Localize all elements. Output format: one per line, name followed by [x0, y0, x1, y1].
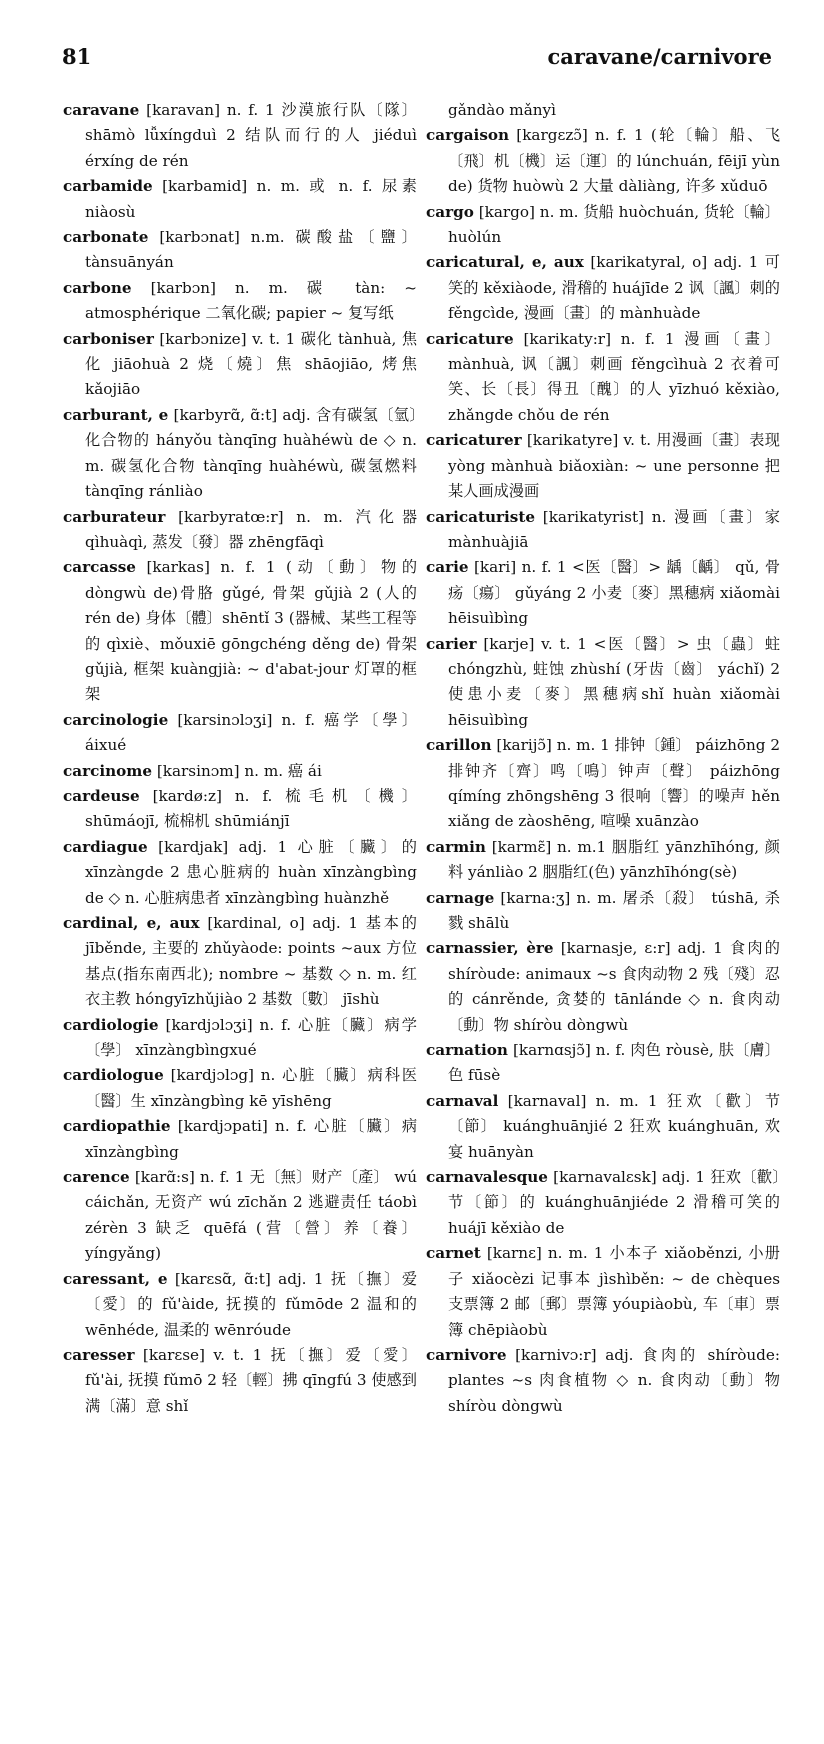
dictionary-entry: [63, 505, 417, 556]
dictionary-entry: [426, 505, 780, 556]
dictionary-entry: [426, 200, 780, 251]
definition: [karnɛ] n. m. 1 小本子 xiǎoběnzi, 小册子 xiǎocèzi 记事本 jìshìběn: ~ de chèques 支票簿 2 邮〔郵〕票簿 yóupiàobù, 车〔車〕票簿 chēpiàobù: [448, 1244, 780, 1339]
definition: [karbɔnat] n.m. 碳酸盐〔鹽〕 tànsuānyán: [85, 228, 417, 272]
definition: [karnaval] n. m. 1 狂欢〔歡〕节〔節〕 kuánghuānjié 2 狂欢 kuánghuān, 欢宴 huānyàn: [448, 1091, 781, 1161]
definition: [kardjɔpati] n. f. 心脏〔臟〕病 xīnzàngbìng: [85, 1117, 418, 1161]
headword: cargo: [426, 202, 474, 221]
headword: cargaison: [426, 126, 510, 145]
dictionary-entry: [426, 1165, 780, 1241]
definition: [karnɑsjɔ̃] n. f. 肉色 ròusè, 肤〔膚〕色 fūsè: [448, 1041, 780, 1085]
definition: [karnivɔ:r] adj. 食肉的 shíròude: plantes ~s 肉食植物 ◇ n. 食肉动〔動〕物 shíròu dòngwù: [448, 1345, 780, 1415]
dictionary-entry: [63, 98, 417, 174]
definition: [karnavalɛsk] adj. 1 狂欢〔歡〕节〔節〕的 kuánghuānjiéde 2 滑稽可笑的 huájī kěxiào de: [448, 1168, 781, 1237]
left-column: [63, 98, 417, 1419]
definition: [kargɛzɔ̃] n. f. 1 (轮〔輪〕船、飞〔飛〕机〔機〕运〔運〕的 lúnchuán, fēijī yùn de) 货物 huòwù 2 大量 dàliàng, 许多 xǔduō: [448, 126, 781, 196]
dictionary-entry: [426, 886, 780, 937]
definition: [kardjak] adj. 1 心脏〔臟〕的 xīnzàngde 2 患心脏病的 huàn xīnzàngbìng de ◇ n. 心脏病患者 xīnzàngbìng huànzhě: [85, 837, 417, 907]
dictionary-entry: [63, 708, 417, 759]
dictionary-entry: [63, 835, 417, 911]
definition: [karsinɔlɔʒi] n. f. 癌学〔學〕 áixué: [85, 710, 418, 755]
dictionary-entry: [63, 555, 417, 707]
dictionary-entry: [63, 403, 417, 505]
dictionary-entry: [63, 225, 417, 276]
dictionary-entry: [426, 632, 780, 734]
dictionary-entry: [426, 936, 780, 1038]
headword: carnation: [426, 1041, 508, 1060]
headword: carier: [426, 634, 477, 653]
dictionary-entry: [426, 428, 780, 504]
dictionary-entry: [426, 250, 780, 326]
headword: cardiague: [63, 837, 148, 856]
dictionary-entry: [426, 1241, 780, 1343]
definition: [karmɛ̃] n. m.1 胭脂红 yānzhīhóng, 颜料 yánliào 2 胭脂红(色) yānzhīhóng(sè): [448, 837, 780, 882]
headword: carbone: [63, 278, 132, 297]
dictionary-entry: [63, 784, 417, 835]
definition: [karbɔnize] v. t. 1 碳化 tànhuà, 焦化 jiāohuà 2 烧〔燒〕焦 shāojiāo, 烤焦 kǎojiāo: [85, 329, 418, 399]
dictionary-entry: [426, 327, 780, 429]
entry-continuation: gǎndào mǎnyì: [448, 101, 556, 119]
headword: carnaval: [426, 1091, 499, 1110]
headword: caricature: [426, 329, 514, 348]
definition: [kardinal, o] adj. 1 基本的 jīběnde, 主要的 zhǔyàode: points ~aux 方位基点(指东南西北); nombre ~ 基数 ◇ n. m. 红衣主教 hóngyīzhǔjiào 2 基数〔數〕 jīshù: [85, 914, 417, 1009]
dictionary-entry: [63, 911, 417, 1013]
definition: [karikaty:r] n. f. 1 漫画〔畫〕 mànhuà, 讽〔諷〕刺画 fěngcìhuà 2 衣着可笑、长〔長〕得丑〔醜〕的人 yīzhuó kěxiào, zhǎngde chǒu de rén: [448, 329, 780, 424]
headword: carcinologie: [63, 710, 169, 729]
dictionary-entry: [63, 1343, 417, 1419]
definition: [karikatyrist] n. 漫画〔畫〕家 mànhuàjiā: [448, 507, 780, 551]
running-head: caravane/carnivore: [547, 44, 772, 69]
dictionary-entry: [426, 733, 780, 835]
definition: [kardjɔlɔg] n. 心脏〔臟〕病科医〔醫〕生 xīnzàngbìng kē yīshēng: [85, 1066, 418, 1110]
dictionary-entry: [63, 174, 417, 225]
definition: [karijɔ̃] n. m. 1 排钟〔鍾〕 páizhōng 2 排钟齐〔齊〕鸣〔鳴〕钟声〔聲〕 páizhōng qímíng zhōngshēng 3 很响〔響〕的噪声 hěn xiǎng de zàoshēng, 喧噪 xuānzào: [448, 736, 781, 831]
page-number: 81: [62, 44, 92, 69]
dictionary-entry: [426, 1038, 780, 1089]
definition: [karsinɔm] n. m. 癌 ái: [156, 761, 322, 780]
definition: [karbyratœ:r] n. m. 汽化器 qìhuàqì, 蒸发〔發〕器 zhēngfāqì: [85, 507, 418, 551]
dictionary-entry: [63, 1013, 417, 1064]
headword: cardiopathie: [63, 1117, 171, 1136]
dictionary-entry: [426, 1343, 780, 1419]
dictionary-entry: [63, 1267, 417, 1343]
headword: caravane: [63, 101, 140, 119]
dictionary-entry: [426, 123, 780, 199]
definition: [karnasje, ɛ:r] adj. 1 食肉的 shíròude: animaux ~s 食肉动物 2 残〔殘〕忍的 cánrěnde, 贪婪的 tānlánde ◇ n. 食肉动〔動〕物 shíròu dòngwù: [448, 939, 780, 1034]
headword: carcasse: [63, 558, 136, 577]
definition: [karbamid] n. m. 或 n. f. 尿素 niàosù: [85, 177, 417, 221]
headword: carie: [426, 558, 469, 577]
headword: carboniser: [63, 329, 154, 348]
headword: caressant, e: [63, 1269, 168, 1288]
headword: cardinal, e, aux: [63, 914, 200, 932]
definition: [karbyrɑ̃, ɑ̃:t] adj. 含有碳氢〔氫〕化合物的 hányǒu tànqīng huàhéwù de ◇ n. m. 碳氢化合物 tànqīng huàhéwù, 碳氢燃料 tànqīng ránliào: [85, 405, 418, 501]
headword: caricatural, e, aux: [426, 253, 584, 272]
dictionary-entry: [426, 1089, 780, 1165]
definition: [karikatyre] v. t. 用漫画〔畫〕表现 yòng mànhuà biǎoxiàn: ~ une personne 把某人画成漫画: [448, 431, 780, 501]
headword: carburateur: [63, 507, 166, 526]
headword: carnassier, ère: [426, 939, 554, 958]
right-column: [426, 98, 780, 1419]
definition: [karɛsɑ̃, ɑ̃:t] adj. 1 抚〔撫〕爱〔愛〕的 fǔ'àide, 抚摸的 fǔmōde 2 温和的 wēnhéde, 温柔的 wēnróude: [85, 1269, 418, 1339]
definition: [karɑ̃:s] n. f. 1 无〔無〕财产〔產〕 wú cáichǎn, 无资产 wú zīchǎn 2 逃避责任 táobì zérèn 3 缺乏 quēfá (营〔營〕养〔養〕 yíngyǎng): [85, 1168, 417, 1263]
dictionary-entry: [426, 555, 780, 631]
headword: carillon: [426, 736, 492, 755]
definition: [karɛse] v. t. 1 抚〔撫〕爱〔愛〕 fǔ'ài, 抚摸 fǔmō 2 轻〔輕〕拂 qīngfú 3 使感到满〔滿〕意 shǐ: [85, 1345, 418, 1415]
definition: [karje] v. t. 1 <医〔醫〕> 虫〔蟲〕蛀 chóngzhù, 蛀蚀 zhùshí (牙齿〔齒〕 yáchǐ) 2 使患小麦〔麥〕黑穗病shǐ huàn xiǎomài hēisuìbìng: [448, 634, 781, 729]
definition: [kari] n. f. 1 <医〔醫〕> 龋〔齲〕 qǔ, 骨疡〔瘍〕 gǔyáng 2 小麦〔麥〕黑穗病 xiǎomài hēisuìbìng: [448, 558, 781, 628]
definition: [karna:ʒ] n. m. 屠杀〔殺〕 túshā, 杀戮 shālù: [448, 888, 780, 932]
headword: carnavalesque: [426, 1168, 548, 1187]
headword: carnage: [426, 888, 495, 907]
definition: [karavan] n. f. 1 沙漠旅行队〔隊〕shāmò lǚxíngduì 2 结队而行的人 jiéduì érxíng de rén: [85, 101, 417, 170]
headword: carnivore: [426, 1345, 507, 1364]
dictionary-entry: [63, 1165, 417, 1267]
definition: [kargo] n. m. 货船 huòchuán, 货轮〔輪〕 huòlún: [448, 202, 780, 247]
headword: cardeuse: [63, 786, 140, 805]
headword: carmin: [426, 837, 486, 856]
dictionary-entry: [63, 276, 417, 327]
definition: [kardjɔlɔʒi] n. f. 心脏〔臟〕病学〔學〕 xīnzàngbìngxué: [85, 1015, 417, 1060]
definition: [kardø:z] n. f. 梳毛机〔機〕 shūmáojī, 梳棉机 shūmiánjī: [85, 786, 418, 831]
dictionary-entry: [63, 759, 417, 784]
headword: caricaturiste: [426, 507, 536, 526]
definition: [karikatyral, o] adj. 1 可笑的 kěxiàode, 滑稽的 huájīde 2 讽〔諷〕刺的 fěngcìde, 漫画〔畫〕的 mànhuàde: [448, 253, 780, 323]
headword: carbonate: [63, 228, 149, 247]
dictionary-entry: [63, 1114, 417, 1165]
headword: cardiologie: [63, 1015, 159, 1034]
definition: [karkas] n. f. 1 (动〔動〕物的 dòngwù de)骨胳 gǔgé, 骨架 gǔjià 2 (人的 rén de) 身体〔體〕shēntǐ 3 (器械、某些工程等的 qìxiè、mǒuxiē gōngchéng děng de) 骨架 gǔjià, 框架 kuàngjià: ~ d'abat-jour 灯罩的框架: [85, 558, 418, 704]
headword: caricaturer: [426, 431, 522, 450]
headword: carence: [63, 1168, 130, 1187]
definition: [karbɔn] n. m. 碳 tàn: ~ atmosphérique 二氧化碳; papier ~ 复写纸: [85, 278, 417, 323]
headword: carnet: [426, 1244, 481, 1263]
dictionary-entry: [63, 1063, 417, 1114]
headword: cardiologue: [63, 1066, 164, 1085]
headword: caresser: [63, 1345, 135, 1364]
headword: carburant, e: [63, 405, 169, 424]
headword: carcinome: [63, 761, 153, 780]
headword: carbamide: [63, 177, 153, 196]
dictionary-entry: [63, 327, 417, 403]
dictionary-entry: [426, 835, 780, 886]
